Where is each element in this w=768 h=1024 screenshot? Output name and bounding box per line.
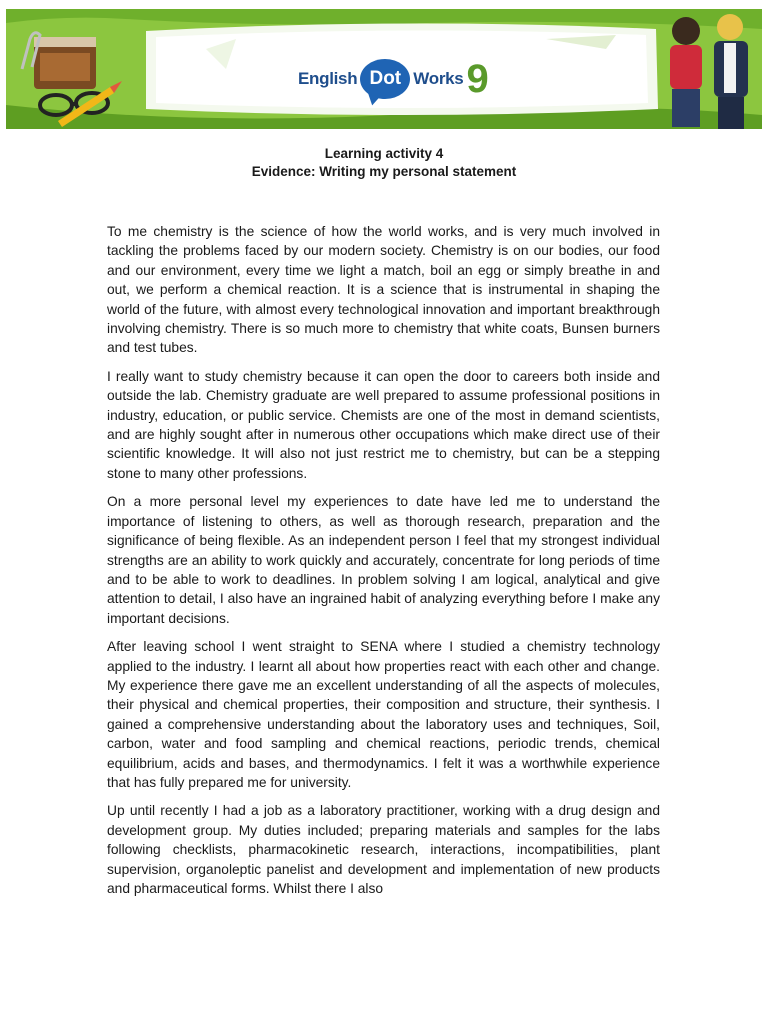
brand-speech-bubble	[360, 59, 410, 99]
paragraph: To me chemistry is the science of how the world works, and is very much involved in tackling the problems faced by our modern society. Chemistry is on our bodies, our food and our environment, every time we light a match, boil an egg or simply breathe in and out, we perform a chemical reaction. It is a science that is instrumental in shaping the world of the future, with almost every technological innovation and important breakthrough involving chemistry. There is so much more to chemistry that white coats, Bunsen burners and test tubes.	[107, 224, 660, 356]
coffee-cup-icon	[34, 37, 96, 89]
brand-word-dot: Dot	[369, 68, 402, 89]
document-body	[107, 222, 660, 907]
brand-logo	[298, 55, 489, 103]
paragraph: I really want to study chemistry because it can open the door to careers both inside and outside the lab. Chemistry graduate are well prepared to assume professional positions in industry, education, or public service. Chemists are one of the most in demand scientists, and are highly sought after in numerous other occupations which make direct use of their scientific knowledge. It will also not just restrict me to chemistry, but can be a stepping stone to many other professions.	[107, 368, 660, 481]
brand-word-english: English	[298, 69, 358, 88]
brand-word-works: Works	[413, 69, 464, 88]
paragraph: After leaving school I went straight to SENA where I studied a chemistry technology applied to the industry. I learnt all about how properties react with each other and change. My experience there gave me an excellent understanding of all the aspects of molecules, their physical and chemical properties, their composition and structure, their synthesis. I gained a comprehensive understanding about the laboratory uses and techniques, Soil, carbon, water and food sampling and chemical reactions, periodic trends, chemical equilibrium, acids and bases, and thermodynamics. I felt it was a worthwhile experience that has fully prepared me for university.	[107, 639, 660, 790]
document-title: Learning activity 4	[324, 146, 444, 161]
brand-number: 9	[466, 57, 489, 101]
paragraph: Up until recently I had a job as a laboratory practitioner, working with a drug design and development group. My duties included; preparing materials and samples for the labs following checklists, pharmacokinetic research, interactions, incompatibilities, plant supervision, organoleptic panelist and development and implementation of new products and pharmaceutical forms. Whilst there I also	[107, 803, 660, 896]
paragraph: On a more personal level my experiences to date have led me to understand the importance of listening to others, as well as thorough research, preparation and the significance of being flexible. As an independent person I feel that my strongest individual strengths are an ability to work quickly and accurately, concentrate for long periods of time and to be able to work to deadlines. In problem solving I am logical, analytical and give attention to detail, I also have an ingrained habit of analyzing everything before I make any important decisions.	[107, 494, 660, 626]
document-subtitle: Evidence: Writing my personal statement	[251, 164, 517, 179]
header-banner	[6, 9, 762, 129]
